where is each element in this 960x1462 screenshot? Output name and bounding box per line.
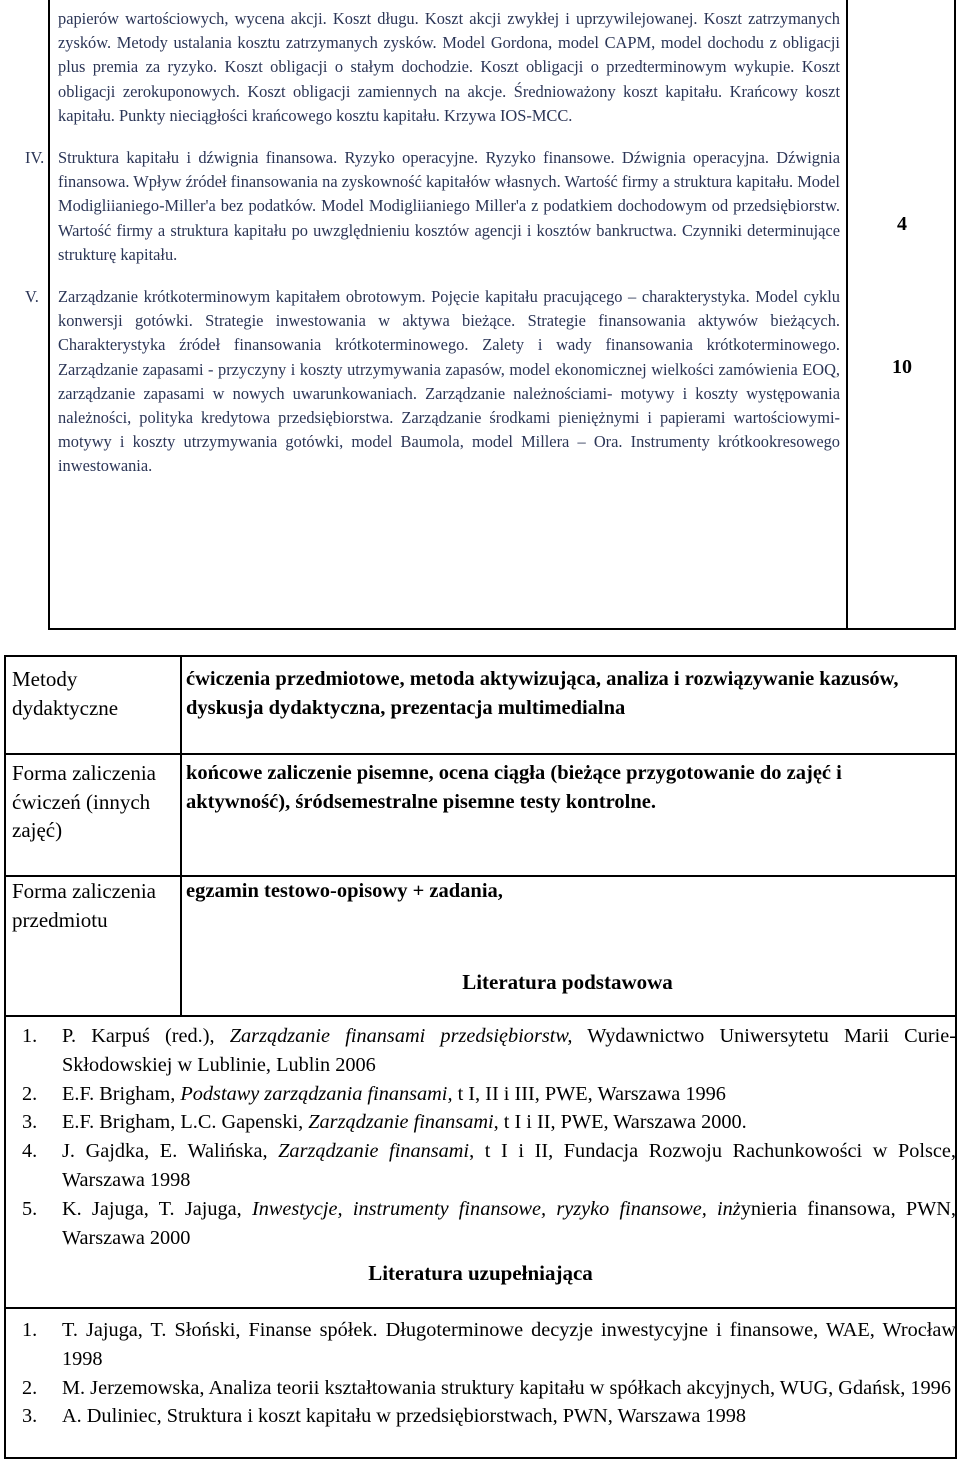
item-number: 2. xyxy=(22,1376,38,1399)
list-item xyxy=(16,1137,956,1195)
supplementary-literature-heading: Literatura uzupełniająca xyxy=(368,1261,593,1285)
list-item xyxy=(16,1374,956,1403)
item-details: , t I i II, PWE, Warszawa 2000. xyxy=(493,1111,747,1134)
list-item xyxy=(16,1316,956,1374)
item-number: 1. xyxy=(22,1319,38,1341)
subject-credit-label: Forma zaliczenia przedmiotu xyxy=(12,879,157,932)
list-item xyxy=(16,1108,956,1137)
subject-credit-value: egzamin testowo-opisowy + zadania, xyxy=(186,880,503,902)
item-text: M. Jerzemowska, Analiza teorii kształtowania struktury kapitału w spółkach akcyjnych, WUG, Gdańsk, 1996 xyxy=(62,1376,951,1399)
item-author: J. Gajdka, E. Walińska, xyxy=(62,1140,279,1163)
item-author: K. Jajuga, T. Jajuga, xyxy=(62,1197,252,1220)
item-text: T. Jajuga, T. Słoński, Finanse spółek. Długoterminowe decyzje inwestycyjne i finansowe, WAE, Wrocław 1998 xyxy=(62,1319,956,1370)
item-details: Wydawnictwo Uniwersytetu Marii Curie-Skłodowskiej w Lublinie, Lublin 2006 xyxy=(62,1025,956,1076)
item-number: 4. xyxy=(22,1140,38,1163)
hours-v: 10 xyxy=(892,356,912,378)
list-item xyxy=(16,1022,956,1080)
item-author: P. Karpuś (red.), xyxy=(62,1025,230,1047)
list-item xyxy=(16,1195,956,1253)
column-divider xyxy=(846,0,848,628)
item-title: Podstawy zarządzania finansami, xyxy=(180,1082,453,1105)
label-column-divider xyxy=(180,657,182,1015)
methods-value: ćwiczenia przedmiotowe, metoda aktywizująca, analiza i rozwiązywanie kazusów, dyskusja dydaktyczna, prezentacja multimedialna xyxy=(186,668,899,719)
item-text: A. Duliniec, Struktura i koszt kapitału w przedsiębiorstwach, PWN, Warszawa 1998 xyxy=(62,1405,747,1428)
item-details: , t I i II, Fundacja Rozwoju Rachunkowości w Polsce, Warszawa 1998 xyxy=(62,1140,956,1191)
item-author: E.F. Brigham, xyxy=(62,1082,181,1105)
item-details: ynieria finansowa, PWN, Warszawa 2000 xyxy=(62,1197,956,1249)
course-info-table xyxy=(4,655,957,1459)
item-title: Inwestycje, instrumenty finansowe, ryzyko finansowe, inż xyxy=(251,1197,741,1220)
topics-table xyxy=(25,0,956,630)
topics-content xyxy=(25,7,840,479)
topic-number: V. xyxy=(25,287,39,307)
topic-item-iv xyxy=(25,146,840,267)
row-divider xyxy=(6,1015,955,1017)
supplementary-literature-list xyxy=(16,1316,956,1431)
hours-iv: 4 xyxy=(897,213,907,235)
exercise-credit-value: końcowe zaliczenie pisemne, ocena ciągła (bieżące przygotowanie do zajęć i aktywność), śródsemestralne pisemne testy kontrolne. xyxy=(186,762,842,813)
basic-literature-heading: Literatura podstawowa xyxy=(462,970,673,994)
topic-text: Zarządzanie krótkoterminowym kapitałem obrotowym. Pojęcie kapitału pracującego – charakterystyka. Model cyklu konwersji gotówki. Strategie inwestowania w aktywa bieżące. Strategie finansowania aktywów bieżących. Charakterystyka źródeł finansowania krótkoterminowego. Zalety i wady finansowania krótkoterminowego. Zarządzanie zapasami - przyczyny i koszty utrzymywania zapasów, model ekonomicznej wielkości zamówienia EOQ, zarządzanie zapasami w nowych uwarunkowaniach. Zarządzanie należnościami- motywy i koszty występowania należności, polityka kredytowa przedsiębiorstwa. Zarządzanie środkami pieniężnymi i papierami wartościowymi- motywy i koszty utrzymywania gotówki, model Baumola, model Millera – Ora. Instrumenty krótkookresowego inwestowania. xyxy=(58,287,840,476)
exercise-credit-label: Forma zaliczenia ćwiczeń (innych zajęć) xyxy=(12,761,157,843)
basic-literature-list xyxy=(16,1022,956,1252)
item-number: 3. xyxy=(22,1405,38,1428)
item-author: E.F. Brigham, L.C. Gapenski, xyxy=(62,1111,309,1134)
list-item xyxy=(16,1080,956,1109)
list-item xyxy=(16,1402,956,1431)
item-number: 5. xyxy=(22,1197,38,1220)
item-title: Zarządzanie finansami xyxy=(308,1111,494,1134)
item-number: 1. xyxy=(22,1025,38,1047)
item-number: 2. xyxy=(22,1082,38,1105)
topic-text: Struktura kapitału i dźwignia finansowa. Ryzyko operacyjne. Ryzyko finansowe. Dźwignia operacyjna. Dźwignia finansowa. Wpływ źródeł finansowania na zyskowność kapitałów własnych. Wartość firmy a struktura kapitału. Model Modigliianiego-Miller'a bez podatków. Model Modigliianiego Miller'a z podatkiem dochodowym od przedsiębiorstw. Wartość firmy a struktura kapitału po uwzględnieniu kosztów agencji i kosztów bankructwa. Czynniki determinujące strukturę kapitału. xyxy=(58,148,840,264)
row-divider xyxy=(6,1307,955,1309)
item-number: 3. xyxy=(22,1111,38,1134)
row-divider xyxy=(6,753,955,755)
item-title: Zarządzanie finansami xyxy=(278,1140,470,1163)
topic-item-v xyxy=(25,285,840,479)
item-title: Zarządzanie finansami przedsiębiorstw, xyxy=(229,1025,573,1047)
topic-continuation-text: papierów wartościowych, wycena akcji. Koszt długu. Koszt akcji zwykłej i uprzywilejowanej. Koszt zatrzymanych zysków. Metody ustalania kosztu zatrzymanych zysków. Model Gordona, model CAPM, model dochodu z obligacji plus premia za ryzyko. Koszt obligacji o stałym dochodzie. Koszt obligacji o przedterminowym wykupie. Koszt obligacji zerokuponowych. Koszt obligacji zamiennych na akcje. Średnioważony koszt kapitału. Krańcowy koszt kapitału. Punkty nieciągłości krańcowego kosztu kapitału. Krzywa IOS-MCC. xyxy=(58,9,840,125)
topic-number: IV. xyxy=(25,148,45,168)
item-details: t I, II i III, PWE, Warszawa 1996 xyxy=(452,1082,726,1105)
methods-label: Metody dydaktyczne xyxy=(12,667,119,720)
